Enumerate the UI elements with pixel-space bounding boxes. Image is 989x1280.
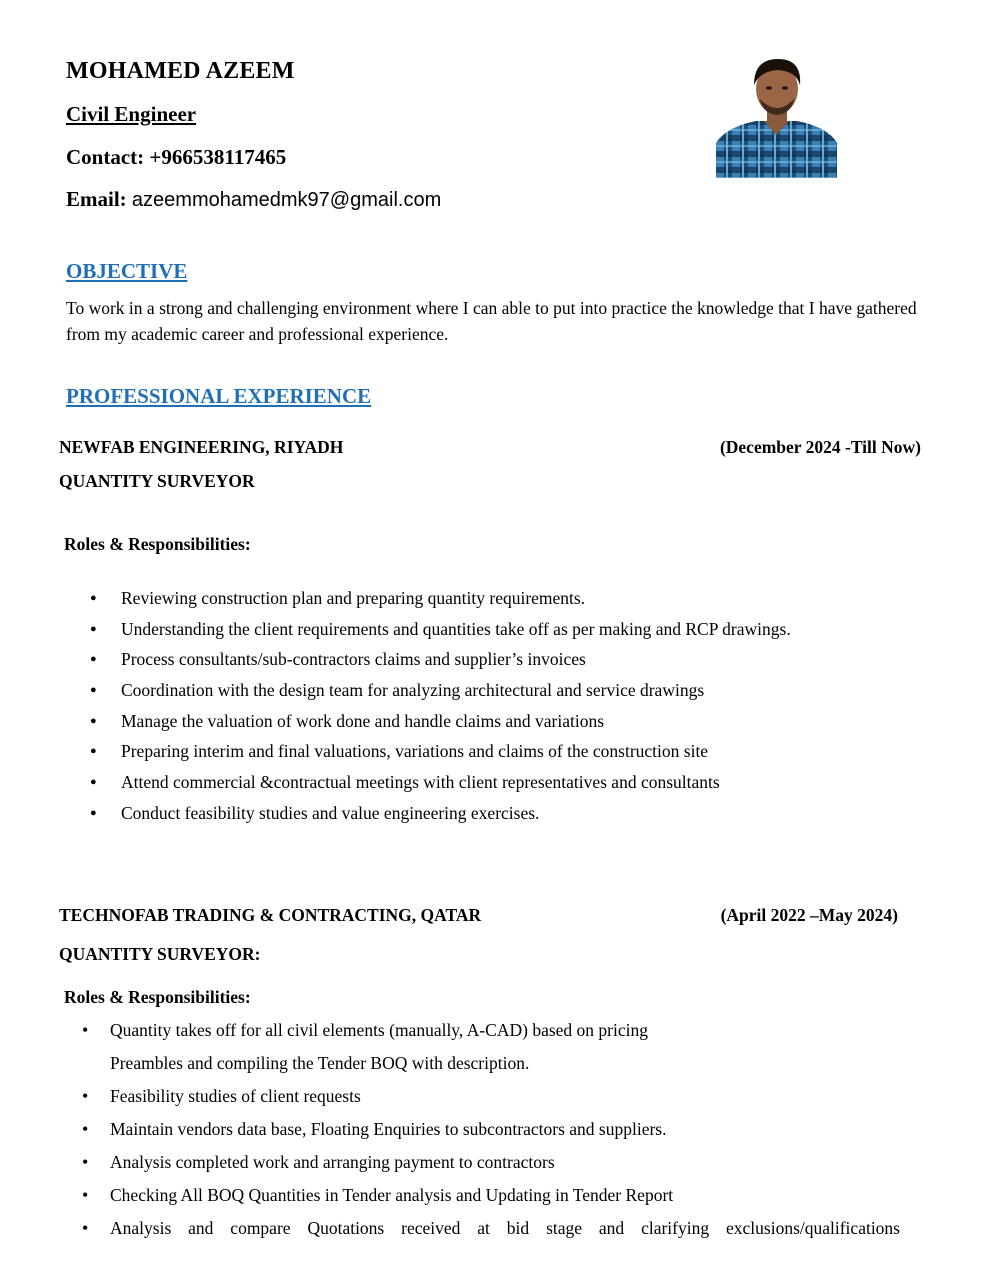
list-item bbox=[80, 1014, 900, 1080]
list-item: ● Attend commercial &contractual meetings with client representatives and consultants bbox=[90, 767, 791, 798]
job-dates: (April 2022 –May 2024) bbox=[720, 905, 898, 925]
list-item: ● Understanding the client requirements and quantities take off as per making and RCP drawings. bbox=[90, 614, 791, 645]
list-item-text: Quantity takes off for all civil elements (manually, A-CAD) based on pricing bbox=[110, 1020, 648, 1040]
list-item: ● Process consultants/sub-contractors claims and supplier’s invoices bbox=[90, 644, 791, 675]
job-title: Civil Engineer bbox=[66, 102, 197, 126]
objective-title: OBJECTIVE bbox=[66, 259, 188, 283]
email-line bbox=[66, 187, 441, 212]
company-name: NEWFAB ENGINEERING, RIYADH bbox=[59, 437, 344, 457]
candidate-name: MOHAMED AZEEM bbox=[66, 58, 295, 84]
job-role: QUANTITY SURVEYOR: bbox=[59, 944, 261, 964]
experience-title: PROFESSIONAL EXPERIENCE bbox=[66, 384, 372, 408]
company-name: TECHNOFAB TRADING & CONTRACTING, QATAR bbox=[59, 905, 482, 925]
list-item: ● Manage the valuation of work done and handle claims and variations bbox=[90, 706, 791, 737]
list-item: • Checking All BOQ Quantities in Tender analysis and Updating in Tender Report bbox=[80, 1179, 900, 1212]
job-role: QUANTITY SURVEYOR bbox=[59, 471, 255, 491]
list-item: ● Conduct feasibility studies and value engineering exercises. bbox=[90, 798, 791, 829]
email-value: azeemmohamedmk97@gmail.com bbox=[131, 189, 442, 211]
list-item: • Feasibility studies of client requests bbox=[80, 1080, 900, 1113]
contact-value: +966538117465 bbox=[149, 145, 287, 169]
list-item: ● Coordination with the design team for analyzing architectural and service drawings bbox=[90, 675, 791, 706]
list-item: • Maintain vendors data base, Floating Enquiries to subcontractors and suppliers. bbox=[80, 1113, 900, 1146]
list-item: ● Preparing interim and final valuations, variations and claims of the construction site bbox=[90, 736, 791, 767]
email-label: Email: bbox=[66, 187, 127, 211]
list-item: ● Reviewing construction plan and preparing quantity requirements. bbox=[90, 583, 791, 614]
roles-label: Roles & Responsibilities: bbox=[64, 534, 251, 554]
roles-label: Roles & Responsibilities: bbox=[64, 987, 251, 1007]
objective-text: To work in a strong and challenging environment where I can able to put into practice the knowledge that I have gathered from my academic career and professional experience. bbox=[66, 298, 917, 344]
list-item-text: Preambles and compiling the Tender BOQ with description. bbox=[110, 1053, 530, 1073]
contact-label: Contact: bbox=[66, 145, 145, 169]
responsibilities-list bbox=[90, 583, 791, 829]
profile-photo bbox=[716, 55, 837, 178]
responsibilities-list bbox=[80, 1014, 900, 1245]
contact-line bbox=[66, 145, 286, 170]
job-dates: (December 2024 -Till Now) bbox=[719, 437, 921, 457]
list-item: • Analysis and compare Quotations received at bid stage and clarifying exclusions/qualifications bbox=[80, 1212, 900, 1245]
list-item: • Analysis completed work and arranging payment to contractors bbox=[80, 1146, 900, 1179]
